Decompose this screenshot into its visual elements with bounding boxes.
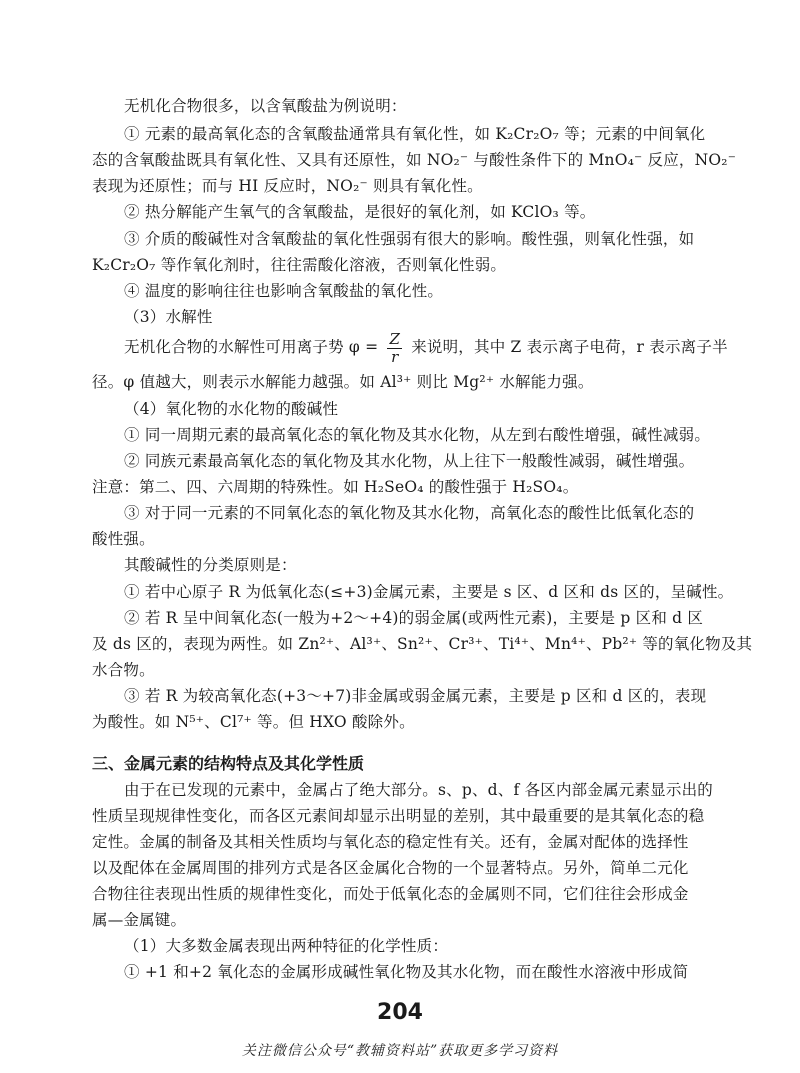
page-number: 204 [377,1000,423,1025]
fraction [387,331,402,366]
text-line: K₂Cr₂O₇ 等作氧化剂时，往往需酸化溶液，否则氧化性弱。 [92,256,507,274]
text-line: ② 热分解能产生氧气的含氧酸盐，是很好的氧化剂，如 KClO₃ 等。 [124,203,596,221]
text-line: （4）氧化物的水化物的酸碱性 [124,400,339,418]
section-heading: 三、金属元素的结构特点及其化学性质 [92,754,365,773]
fraction-denominator: r [391,347,399,366]
text-line: 酸性强。 [92,530,155,548]
text-line: ① 同一周期元素的最高氧化态的氧化物及其水化物，从左到右酸性增强，碱性减弱。 [124,426,711,444]
hydrolysis-formula-line [124,330,744,366]
text-line: 无机化合物很多，以含氧酸盐为例说明： [124,97,407,115]
text-line: ③ 介质的酸碱性对含氧酸盐的氧化性强弱有很大的影响。酸性强，则氧化性强，如 [124,230,695,248]
text-line: ① +1 和+2 氧化态的金属形成碱性氧化物及其水化物，而在酸性水溶液中形成简 [124,963,689,981]
text-line: ① 元素的最高氧化态的含氧酸盐通常具有氧化性，如 K₂Cr₂O₇ 等；元素的中间氧化 [124,125,706,143]
text-line: 及 ds 区的，表现为两性。如 Zn²⁺、Al³⁺、Sn²⁺、Cr³⁺、Ti⁴⁺、Mn⁴⁺、Pb²⁺ 等的氧化物及其 [92,635,753,653]
text-line: ② 同族元素最高氧化态的氧化物及其水化物，从上往下一般酸性减弱，碱性增强。 [124,452,695,470]
text-line: 表现为还原性；而与 HI 反应时，NO₂⁻ 则具有氧化性。 [92,177,483,195]
text-line: 定性。金属的制备及其相关性质均与氧化态的稳定性有关。还有，金属对配体的选择性 [92,833,689,851]
text-line: 由于在已发现的元素中，金属占了绝大部分。s、p、d、f 各区内部金属元素显示出的 [124,781,713,799]
fraction-numerator: Z [389,329,401,348]
text-line: 为酸性。如 N⁵⁺、Cl⁷⁺ 等。但 HXO 酸除外。 [92,713,415,731]
text-line: 合物往往表现出性质的规律性变化，而处于低氧化态的金属则不同，它们往往会形成金 [92,885,689,903]
text-line: 属—金属键。 [92,911,187,929]
text-line: 径。φ 值越大，则表示水解能力越强。如 Al³⁺ 则比 Mg²⁺ 水解能力强。 [92,373,594,391]
formula-text-pre: 无机化合物的水解性可用离子势 φ = [124,338,379,356]
text-line: ② 若 R 呈中间氧化态(一般为+2～+4)的弱金属(或两性元素)，主要是 p 区和 d 区 [124,609,704,627]
formula-text-post: 来说明，其中 Z 表示离子电荷，r 表示离子半 [411,338,728,356]
text-line: （1）大多数金属表现出两种特征的化学性质： [124,937,449,955]
text-line: （3）水解性 [124,308,213,326]
text-line: ③ 若 R 为较高氧化态(+3～+7)非金属或弱金属元素，主要是 p 区和 d 区的，表现 [124,687,707,705]
text-line: 性质呈现规律性变化，而各区元素间却显示出明显的差别，其中最重要的是其氧化态的稳 [92,807,705,825]
text-line: ④ 温度的影响往往也影响含氧酸盐的氧化性。 [124,282,444,300]
text-line: 态的含氧酸盐既具有氧化性、又具有还原性，如 NO₂⁻ 与酸性条件下的 MnO₄⁻ 反应，NO₂⁻ [92,151,737,169]
text-line: 以及配体在金属周围的排列方式是各区金属化合物的一个显著特点。另外，简单二元化 [92,859,689,877]
footer-note: 关注微信公众号“教辅资料站”获取更多学习资料 [241,1043,559,1059]
text-line: 注意：第二、四、六周期的特殊性。如 H₂SeO₄ 的酸性强于 H₂SO₄。 [92,478,579,496]
text-line: 水合物。 [92,661,155,679]
text-line: ① 若中心原子 R 为低氧化态(≤+3)金属元素，主要是 s 区、d 区和 ds 区的，呈碱性。 [124,583,734,601]
text-line: ③ 对于同一元素的不同氧化态的氧化物及其水化物，高氧化态的酸性比低氧化态的 [124,504,695,522]
text-line: 其酸碱性的分类原则是： [124,556,297,574]
